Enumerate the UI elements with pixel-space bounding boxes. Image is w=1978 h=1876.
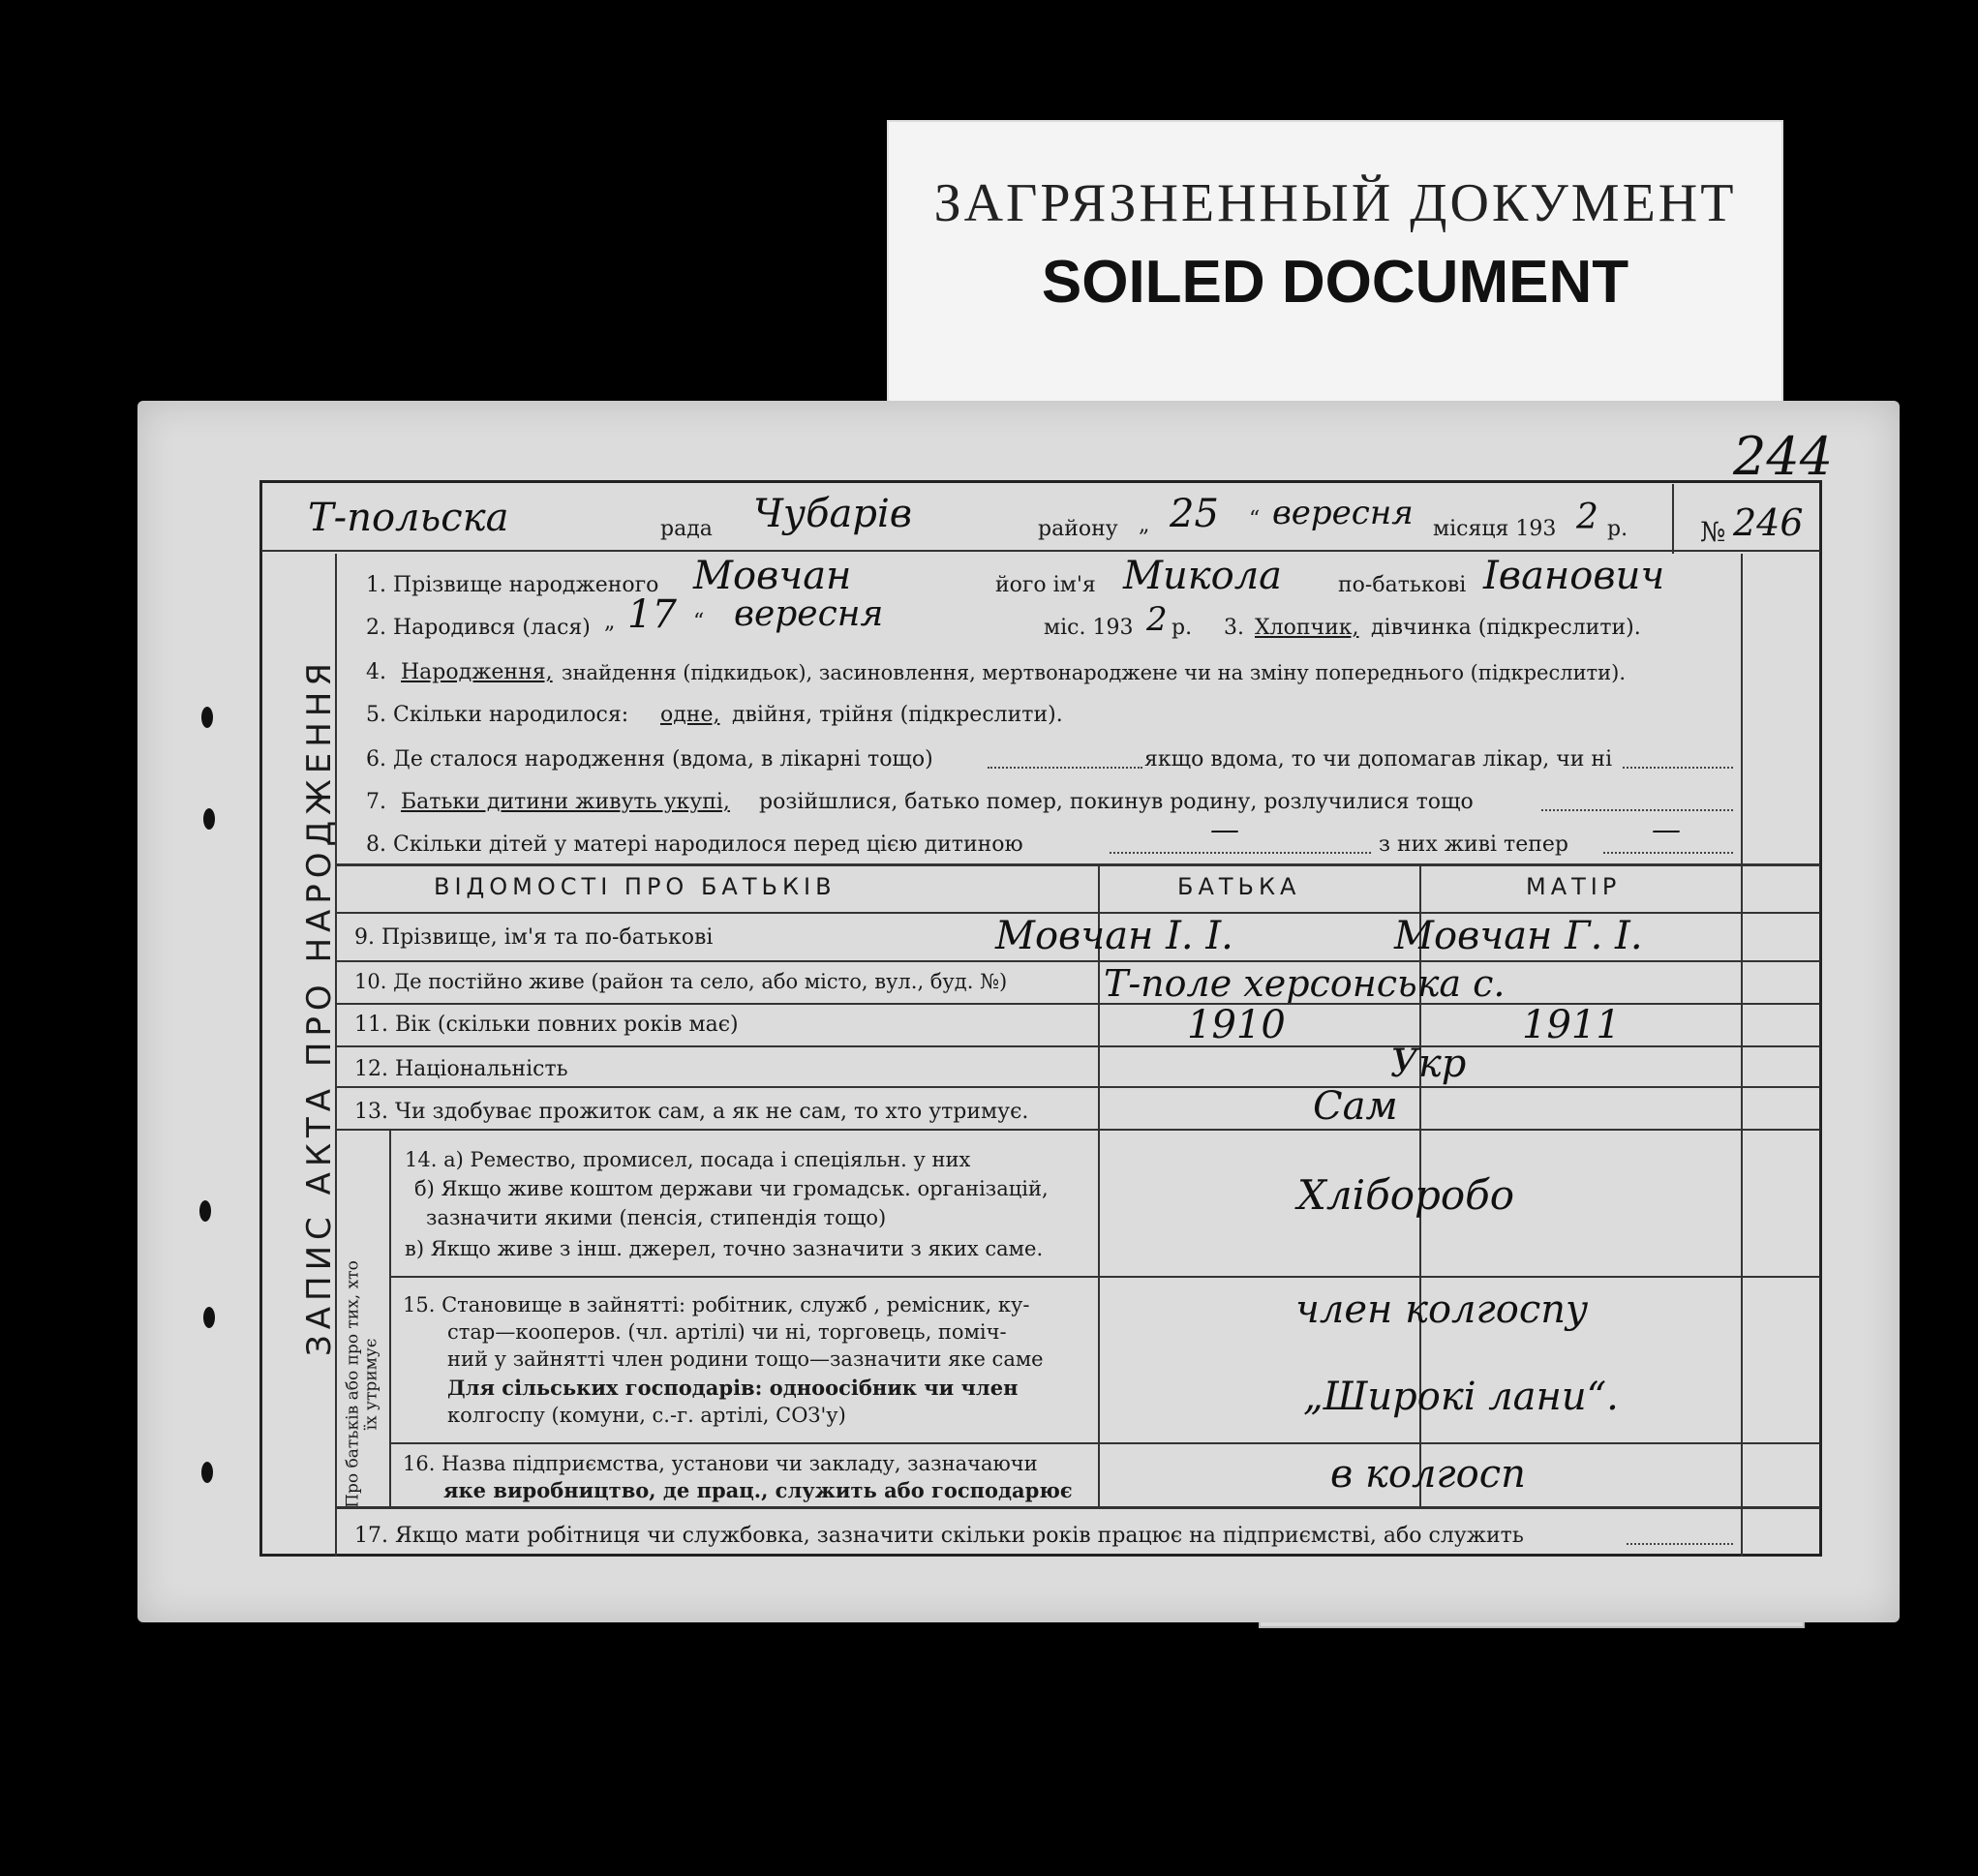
label-russian: ЗАГРЯЗНЕННЫЙ ДОКУМЕНТ	[933, 173, 1737, 233]
number-label: №	[1700, 516, 1726, 548]
row3-number: 3.	[1224, 616, 1244, 640]
table-rule	[389, 1276, 1820, 1278]
row15-line-1: 15. Становище в зайнятті: робітник, служб , ремісник, ку-	[403, 1293, 1030, 1316]
col-father-header: БАТЬКА	[1177, 873, 1301, 900]
row16-line-2: яке виробництво, де прац., служить або господарює	[443, 1478, 1073, 1502]
quote-close: “	[1249, 507, 1261, 531]
enterprise-name: в колгосп	[1330, 1452, 1526, 1497]
quote-open: „	[1139, 513, 1150, 537]
birth-day: 17	[627, 592, 677, 637]
parents-residence: Т-поле херсонська с.	[1104, 962, 1506, 1005]
label-english: SOILED DOCUMENT	[1041, 249, 1629, 316]
nationality: Укр	[1390, 1042, 1467, 1086]
punch-hole	[201, 1462, 213, 1483]
row5-single-option: одне,	[660, 703, 720, 727]
row5-rest: двійня, трійня (підкреслити).	[732, 703, 1063, 727]
table-rule	[335, 1086, 1820, 1088]
rada-label: рада	[660, 517, 713, 541]
row7-together-option: Батьки дитини живуть укупі,	[401, 790, 730, 814]
month-label: місяця 193	[1433, 517, 1557, 541]
child-patronymic: Іванович	[1483, 554, 1665, 598]
father-full-name: Мовчан І. І.	[995, 914, 1233, 958]
row6-mid: якщо вдома, то чи допомагав лікар, чи ні	[1144, 747, 1613, 772]
punch-hole	[199, 1200, 211, 1222]
village-name: Чубарів	[753, 492, 913, 536]
row8-mid: з них живі тепер	[1379, 832, 1568, 857]
self-supporting: Сам	[1313, 1084, 1398, 1129]
row6-label: 6. Де сталося народження (вдома, в лікарні тощо)	[366, 747, 933, 772]
row3-rest: дівчинка (підкреслити).	[1371, 616, 1641, 640]
row7-dots	[1541, 809, 1733, 811]
row7-rest: розійшлися, батько помер, покинув родину, розлучилися тощо	[759, 790, 1474, 814]
row1-label: 1. Прізвище народженого	[366, 573, 659, 597]
right-column-border	[1741, 554, 1743, 1557]
row2-year-suffix: р.	[1172, 616, 1193, 640]
row5-label: 5. Скільки народилося:	[366, 703, 629, 727]
row15-line-5: колгоспу (комуни, с.-г. артілі, СОЗ'у)	[447, 1404, 846, 1427]
row2-quote-close: “	[693, 610, 705, 634]
record-number: 246	[1733, 501, 1804, 544]
header-rule	[261, 550, 1820, 552]
punch-hole	[203, 1307, 215, 1328]
form-side-title: ЗАПИС АКТА ПРО НАРОДЖЕННЯ	[300, 657, 339, 1356]
row2-month-label: міс. 193	[1044, 616, 1134, 640]
table-rule	[335, 1129, 1820, 1131]
punch-hole	[201, 707, 213, 728]
council-name: Т-польска	[308, 496, 509, 540]
row8-dots-2	[1603, 852, 1733, 854]
row1-name-label: його ім'я	[995, 573, 1096, 597]
row8-label: 8. Скільки дітей у матері народилося перед цією дитиною	[366, 832, 1023, 857]
row16-line-1: 16. Назва підприємства, установи чи закладу, зазначаючи	[403, 1452, 1038, 1475]
row8-living-children: —	[1652, 813, 1681, 847]
soiled-document-label	[887, 120, 1783, 422]
row3-boy-option: Хлопчик,	[1255, 616, 1359, 640]
inner-left-border	[335, 554, 337, 1557]
table-bottom-rule	[335, 1506, 1820, 1509]
row11-label: 11. Вік (скільки повних років має)	[354, 1013, 739, 1037]
employment-status: член колгоспу	[1295, 1287, 1589, 1332]
row4-rest: знайдення (підкидьок), засиновлення, мертвонароджене чи на зміну попереднього (підкреслити).	[562, 661, 1627, 684]
rayon-label: району	[1038, 517, 1118, 541]
record-day: 25	[1170, 492, 1219, 536]
child-name: Микола	[1123, 554, 1283, 598]
row4-number: 4.	[366, 660, 386, 684]
number-box-border	[1672, 484, 1674, 554]
col-mother-header: МАТІР	[1526, 873, 1622, 900]
birth-year-digit: 2	[1146, 600, 1168, 639]
form-side-subtitle: Про батьків або про тих, хто їх утримує	[343, 1260, 380, 1508]
mother-birth-year: 1911	[1522, 1003, 1621, 1047]
row15-line-3: ний у зайнятті член родини тощо—зазначити яке саме	[447, 1347, 1044, 1371]
row13-label: 13. Чи здобуває прожиток сам, а як не сам, то хто утримує.	[354, 1100, 1029, 1124]
table-top-rule	[335, 863, 1820, 866]
row2-label: 2. Народився (лася)	[366, 616, 591, 640]
row12-label: 12. Національність	[354, 1057, 568, 1081]
row4-birth-option: Народження,	[401, 660, 553, 684]
row14-line-c: в) Якщо живе з інш. джерел, точно зазначити з яких саме.	[405, 1237, 1044, 1260]
row6-dots	[988, 767, 1142, 769]
year-suffix: р.	[1607, 517, 1628, 541]
row8-dots	[1110, 852, 1371, 854]
row14-line-a: 14. а) Ремество, промисел, посада і спеціяльн. у них	[405, 1148, 971, 1171]
row14-line-b: б) Якщо живе коштом держави чи громадськ. організацій,	[414, 1177, 1049, 1200]
row14-line-b2: зазначити якими (пенсія, стипендія тощо)	[426, 1206, 887, 1229]
mother-full-name: Мовчан Г. І.	[1394, 914, 1643, 958]
collective-farm-name: „Широкі лани“.	[1303, 1375, 1619, 1419]
row9-label: 9. Прізвище, ім'я та по-батькові	[354, 925, 714, 950]
table-rule	[335, 960, 1820, 962]
table-rule	[389, 1442, 1820, 1444]
row17-dots	[1627, 1543, 1733, 1545]
birth-month: вересня	[734, 594, 884, 634]
row6-dots-2	[1623, 767, 1733, 769]
record-year-digit: 2	[1576, 498, 1598, 537]
row8-previous-children: —	[1210, 813, 1239, 847]
punch-hole	[203, 808, 215, 830]
row7-number: 7.	[366, 790, 386, 814]
row15-line-2: стар—кооперов. (чл. артілі) чи ні, торговець, поміч-	[447, 1320, 1007, 1344]
row15-line-4: Для сільських господарів: одноосібник чи член	[447, 1376, 1019, 1400]
father-birth-year: 1910	[1187, 1003, 1286, 1047]
page-number: 244	[1733, 426, 1834, 487]
row10-label: 10. Де постійно живе (район та село, або місто, вул., буд. №)	[354, 970, 1008, 993]
occupation: Хліборобо	[1297, 1171, 1515, 1219]
child-surname: Мовчан	[693, 554, 852, 598]
row1-patronymic-label: по-батькові	[1338, 573, 1467, 597]
table-rule	[335, 1045, 1820, 1047]
row17-label: 17. Якщо мати робітниця чи службовка, зазначити скільки років працює на підприємстві, або служить	[354, 1524, 1524, 1548]
row2-quote-open: „	[604, 610, 616, 634]
col-info-header: ВІДОМОСТІ ПРО БАТЬКІВ	[434, 873, 837, 900]
table-sub-divider	[389, 1131, 391, 1506]
record-month: вересня	[1272, 494, 1414, 532]
